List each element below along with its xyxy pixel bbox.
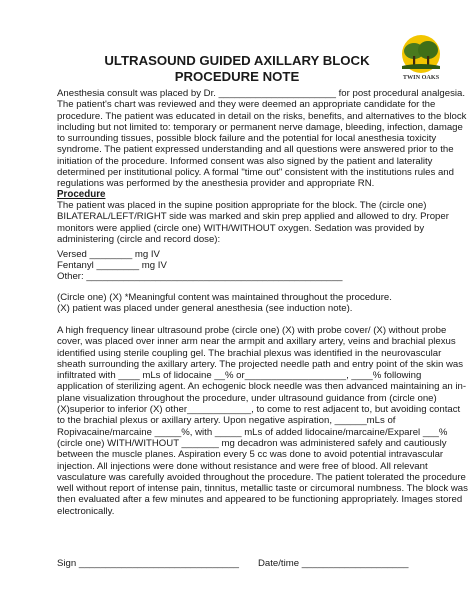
sign-field: Sign ______________________________ <box>57 558 239 569</box>
twin-oaks-logo-emblem <box>395 32 447 84</box>
datetime-field: Date/time ____________________ <box>258 558 409 569</box>
technique-paragraph: A high frequency linear ultrasound probe (circle one) (X) with probe cover/ (X) without probe cover, was placed over inner arm near the armpit and axillary artery, veins and brachial plexus identified using sterile coupling gel. The brachial plexus was identified in the neurovascular sheath surrounding the axillary artery. The projected needle path and entry point of the skin was infiltrated with ____ mLs of lidocaine __% or___________________, ____% following application of sterilizing agent. An echogenic block needle was then advanced maintaining an in-plane visualization throughout the procedure, under ultrasound guidance from (circle one) (X)superior to inferior (X) other____________, to come to rest adjacent to, but avoiding contact to the brachial plexus or axillary artery. Upon negative aspiration, ______mLs of Ropivacaine/marcaine _____%, with _____ mLs of added lidocaine/marcaine/Exparel ___%(circle one) WITH/WITHOUT _______ mg decadron was administered safely and cautiously between the muscle planes. Aspiration every 5 cc was done to avoid potential intravascular injection. All injections were done without resistance and were free of blood. All relevant vasculature was carefully avoided throughout the procedure. The patient tolerated the procedure well without report of intense pain, tinnitus, metallic taste or circumoral numbness. The block was then evaluated after a few minutes and appeared to be functioning appropriately. Images stored electronically. <box>57 325 468 517</box>
document-subtitle: PROCEDURE NOTE <box>174 69 300 84</box>
consciousness-line-2: (X) patient was placed under general anesthesia (see induction note). <box>57 303 353 314</box>
versed-line: Versed ________ mg IV <box>57 249 160 260</box>
twin-oaks-logo <box>395 32 447 84</box>
consult-paragraph: Anesthesia consult was placed by Dr. ______________________ for post procedural analgesia. The patient's chart was reviewed and they were deemed an appropriate candidate for the procedure. The patient was educated in detail on the risks, benefits, and alternatives to the block including but not limited to: temporary or permanent nerve damage, bleeding, infection, damage to surrounding tissues, possible block failure and the potential for local anesthesia toxicity syndrome. The patient expressed understanding and all questions were answered prior to the initiation of the procedure. Informed consent was also signed by the patient and laterality determined per institutional policy. A formal "time out" consistent with the institutions rules and regulations was performed by the anesthesia provider and appropriate RN. <box>57 88 467 190</box>
logo-text: TWIN OAKS <box>402 74 440 81</box>
consciousness-line-1: (Circle one) (X) *Meaningful content was maintained throughout the procedure. <box>57 292 392 303</box>
procedure-paragraph: The patient was placed in the supine position appropriate for the block. The (circle one) BILATERAL/LEFT/RIGHT side was marked and skin prep applied and allowed to dry. Proper monitors were applied (circle one) WITH/WITHOUT oxygen. Sedation was provided by administering (circle and record dose): <box>57 200 449 245</box>
document-title: ULTRASOUND GUIDED AXILLARY BLOCK <box>104 53 370 68</box>
other-line: Other: ________________________________________________ <box>57 271 343 282</box>
procedure-heading: Procedure <box>57 189 106 200</box>
fentanyl-line: Fentanyl ________ mg IV <box>57 260 167 271</box>
